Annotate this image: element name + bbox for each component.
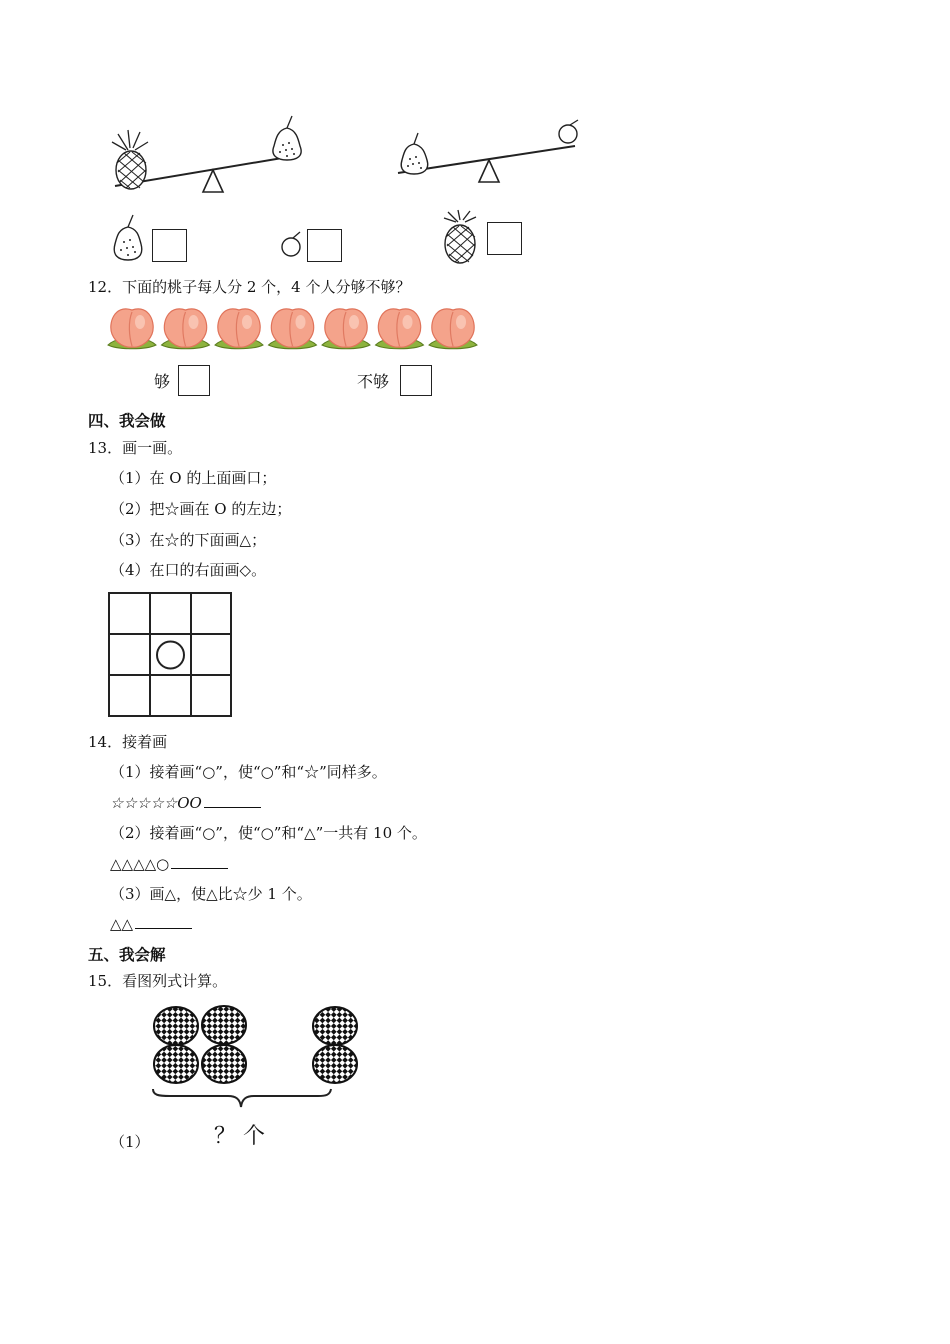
- pear-icon: [401, 133, 427, 174]
- answer-fruit-icons: [0, 200, 950, 270]
- apple-icon: [282, 232, 300, 256]
- q13-item-1: （1）在 O 的上面画口；: [110, 469, 277, 487]
- not-enough-checkbox[interactable]: [400, 365, 432, 396]
- q13-item-2: （2）把☆画在 O 的左边；: [110, 500, 292, 518]
- enough-label: 够: [154, 372, 171, 391]
- q14-line3: △△: [110, 915, 134, 933]
- q14-line3-row: [110, 914, 192, 934]
- apple-icon: [559, 120, 578, 143]
- not-enough-label: 不够: [357, 372, 390, 391]
- q13-question: 13．画一画。: [88, 439, 183, 457]
- q13-item-4: （4）在口的右面画◇。: [110, 561, 267, 579]
- answer-box-pineapple[interactable]: [487, 222, 522, 255]
- q14-line2-row: [110, 854, 228, 874]
- q14-line1: ☆☆☆☆☆OO: [110, 794, 202, 812]
- brace-icon: [153, 1089, 331, 1107]
- q14-part2: （2）接着画“○”，使“○”和“△”一共有 10 个。: [110, 824, 427, 842]
- ball-icon: [154, 1045, 198, 1083]
- q15-sub-label: （1）: [110, 1133, 150, 1151]
- q14-blank-2[interactable]: [171, 854, 228, 869]
- ball-icon: [202, 1045, 246, 1083]
- answer-box-pear[interactable]: [152, 229, 187, 262]
- peach-icon: [322, 309, 370, 349]
- enough-checkbox[interactable]: [178, 365, 210, 396]
- q14-part3: （3）画△，使△比☆少 1 个。: [110, 885, 312, 903]
- ball-icon: [154, 1007, 198, 1045]
- checkered-balls-figure: [0, 995, 950, 1155]
- pineapple-icon: [444, 210, 476, 263]
- q14-part1: （1）接着画“○”，使“○”和“☆”同样多。: [110, 763, 387, 781]
- ball-icon: [313, 1007, 357, 1045]
- peach-icon: [162, 309, 210, 349]
- q13-item-3: （3）在☆的下面画△；: [110, 531, 267, 549]
- peach-icon: [108, 309, 156, 349]
- q14-line2: △△△△○: [110, 855, 170, 873]
- peach-icon: [429, 309, 477, 349]
- q15-question: 15．看图列式计算。: [88, 972, 228, 990]
- brace-label: ？ 个: [214, 1124, 265, 1149]
- peach-icon: [215, 309, 263, 349]
- pear-icon: [114, 215, 142, 260]
- drawing-grid[interactable]: [108, 592, 234, 718]
- q12-question: 12．下面的桃子每人分 2 个，4 个人分够不够？: [88, 278, 411, 296]
- ball-icon: [313, 1045, 357, 1083]
- peach-icon: [376, 309, 424, 349]
- section-5-title: 五、我会解: [88, 946, 166, 964]
- q14-blank-1[interactable]: [204, 793, 261, 808]
- peach-icon: [269, 309, 317, 349]
- seesaw-right-drawing: [0, 0, 950, 200]
- answer-box-apple[interactable]: [307, 229, 342, 262]
- q14-blank-3[interactable]: [135, 914, 192, 929]
- ball-icon: [202, 1006, 246, 1044]
- peach-row: [0, 300, 950, 360]
- q14-line1-row: [110, 793, 261, 813]
- q14-question: 14．接着画: [88, 733, 168, 751]
- section-4-title: 四、我会做: [88, 412, 166, 430]
